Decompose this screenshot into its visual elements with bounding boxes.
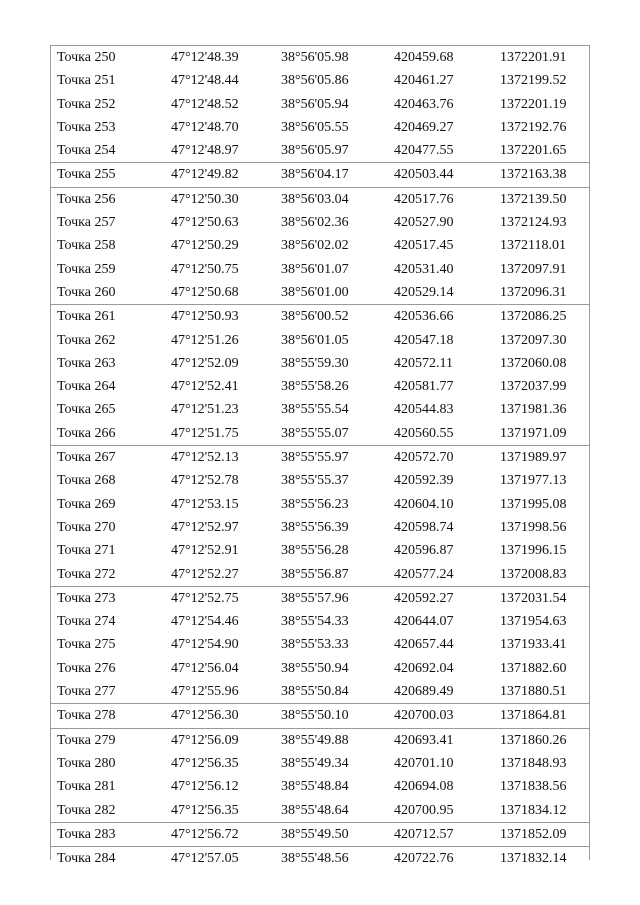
y-coordinate-cell: 1371954.63: [500, 614, 567, 630]
x-coordinate-cell: 420692.04: [394, 660, 454, 676]
latitude-cell: 47°12'56.35: [171, 802, 239, 818]
point-name-cell: Точка 253: [57, 119, 116, 135]
x-coordinate-cell: 420503.44: [388, 163, 494, 187]
point-name-cell: Точка 284: [51, 847, 165, 871]
table-row: [51, 211, 589, 234]
point-name-cell: Точка 280: [57, 755, 116, 771]
latitude-cell: 47°12'55.96: [171, 684, 239, 700]
table-row: [51, 398, 589, 421]
table-row: [51, 46, 589, 69]
latitude-cell: 47°12'50.30: [165, 187, 275, 211]
latitude-cell: 47°12'50.29: [171, 238, 239, 254]
latitude-cell: 47°12'48.70: [171, 119, 239, 135]
longitude-cell: 38°55'50.10: [275, 704, 388, 728]
table-row: [51, 163, 589, 187]
point-name-cell: Точка 271: [57, 543, 116, 559]
latitude-cell: 47°12'52.97: [171, 519, 239, 535]
latitude-cell: 47°12'57.05: [165, 847, 275, 871]
x-coordinate-cell: 420693.41: [388, 728, 494, 752]
x-coordinate-cell: 420572.70: [388, 446, 494, 470]
y-coordinate-cell: 1372163.38: [494, 163, 589, 187]
latitude-cell: 47°12'53.15: [171, 496, 239, 512]
x-coordinate-cell: 420598.74: [394, 519, 454, 535]
latitude-cell: 47°12'52.41: [171, 379, 239, 395]
longitude-cell: 38°55'55.97: [275, 446, 388, 470]
table-row: [51, 799, 589, 823]
y-coordinate-cell: 1372124.93: [500, 215, 567, 231]
latitude-cell: 47°12'48.39: [171, 50, 239, 65]
point-name-cell: Точка 255: [51, 163, 165, 187]
y-coordinate-cell: 1372031.54: [494, 586, 589, 610]
longitude-cell: 38°56'01.07: [281, 261, 349, 277]
point-name-cell: Точка 274: [57, 614, 116, 630]
latitude-cell: 47°12'56.72: [165, 822, 275, 846]
table-row: [51, 422, 589, 446]
x-coordinate-cell: 420581.77: [394, 379, 454, 395]
y-coordinate-cell: 1372008.83: [500, 566, 567, 582]
point-name-cell: Точка 257: [57, 215, 116, 231]
point-name-cell: Точка 273: [51, 586, 165, 610]
latitude-cell: 47°12'52.78: [171, 473, 239, 489]
y-coordinate-cell: 1372037.99: [500, 379, 567, 395]
longitude-cell: 38°56'04.17: [275, 163, 388, 187]
y-coordinate-cell: 1371860.26: [494, 728, 589, 752]
x-coordinate-cell: 420644.07: [394, 614, 454, 630]
longitude-cell: 38°55'55.37: [281, 473, 349, 489]
longitude-cell: 38°55'56.87: [281, 566, 349, 582]
x-coordinate-cell: 420572.11: [394, 355, 453, 371]
table-row: [51, 847, 589, 871]
latitude-cell: 47°12'52.27: [171, 566, 239, 582]
longitude-cell: 38°55'56.28: [281, 543, 349, 559]
point-name-cell: Точка 252: [57, 96, 116, 112]
coordinates-table: [51, 46, 589, 870]
point-name-cell: Точка 283: [51, 822, 165, 846]
x-coordinate-cell: 420517.76: [388, 187, 494, 211]
point-name-cell: Точка 279: [51, 728, 165, 752]
longitude-cell: 38°55'56.23: [281, 496, 349, 512]
latitude-cell: 47°12'56.30: [165, 704, 275, 728]
latitude-cell: 47°12'50.68: [171, 284, 239, 300]
longitude-cell: 38°56'02.36: [281, 215, 349, 231]
x-coordinate-cell: 420596.87: [394, 543, 454, 559]
y-coordinate-cell: 1371971.09: [500, 425, 567, 441]
y-coordinate-cell: 1371977.13: [500, 473, 567, 489]
point-name-cell: Точка 269: [57, 496, 116, 512]
point-name-cell: Точка 251: [57, 73, 116, 89]
y-coordinate-cell: 1372097.91: [500, 261, 567, 277]
latitude-cell: 47°12'49.82: [165, 163, 275, 187]
longitude-cell: 38°56'05.86: [281, 73, 349, 89]
x-coordinate-cell: 420461.27: [394, 73, 454, 89]
longitude-cell: 38°56'05.94: [281, 96, 349, 112]
x-coordinate-cell: 420700.95: [394, 802, 454, 818]
longitude-cell: 38°56'02.02: [281, 238, 349, 254]
longitude-cell: 38°55'59.30: [281, 355, 349, 371]
table-row: [51, 775, 589, 798]
table-row: [51, 69, 589, 92]
table-row: [51, 469, 589, 492]
x-coordinate-cell: 420459.68: [394, 50, 454, 65]
table-row: [51, 822, 589, 846]
table-row: [51, 493, 589, 516]
latitude-cell: 47°12'52.75: [165, 586, 275, 610]
y-coordinate-cell: 1372086.25: [494, 305, 589, 329]
point-name-cell: Точка 250: [57, 50, 116, 65]
y-coordinate-cell: 1372201.19: [500, 96, 567, 112]
point-name-cell: Точка 270: [57, 519, 116, 535]
x-coordinate-cell: 420477.55: [394, 143, 454, 159]
point-name-cell: Точка 276: [57, 660, 116, 676]
latitude-cell: 47°12'50.63: [171, 215, 239, 231]
y-coordinate-cell: 1371996.15: [500, 543, 567, 559]
point-name-cell: Точка 256: [51, 187, 165, 211]
point-name-cell: Точка 277: [57, 684, 116, 700]
longitude-cell: 38°55'50.94: [281, 660, 349, 676]
latitude-cell: 47°12'52.13: [165, 446, 275, 470]
latitude-cell: 47°12'56.35: [171, 755, 239, 771]
y-coordinate-cell: 1372201.65: [500, 143, 567, 159]
x-coordinate-cell: 420469.27: [394, 119, 454, 135]
latitude-cell: 47°12'48.44: [171, 73, 239, 89]
longitude-cell: 38°55'50.84: [281, 684, 349, 700]
table-row: [51, 446, 589, 470]
table-row: [51, 728, 589, 752]
point-name-cell: Точка 272: [57, 566, 116, 582]
point-name-cell: Точка 262: [57, 332, 116, 348]
latitude-cell: 47°12'54.90: [171, 637, 239, 653]
y-coordinate-cell: 1372201.91: [500, 50, 567, 65]
table-row: [51, 139, 589, 163]
y-coordinate-cell: 1371880.51: [500, 684, 567, 700]
table-row: [51, 305, 589, 329]
y-coordinate-cell: 1372060.08: [500, 355, 567, 371]
y-coordinate-cell: 1371933.41: [500, 637, 567, 653]
longitude-cell: 38°55'54.33: [281, 614, 349, 630]
longitude-cell: 38°55'57.96: [275, 586, 388, 610]
y-coordinate-cell: 1372096.31: [500, 284, 567, 300]
point-name-cell: Точка 268: [57, 473, 116, 489]
table-row: [51, 704, 589, 728]
latitude-cell: 47°12'50.75: [171, 261, 239, 277]
latitude-cell: 47°12'56.09: [165, 728, 275, 752]
latitude-cell: 47°12'56.12: [171, 779, 239, 795]
coordinates-table-body: [51, 46, 589, 870]
x-coordinate-cell: 420560.55: [394, 425, 454, 441]
longitude-cell: 38°55'55.54: [281, 402, 349, 418]
x-coordinate-cell: 420657.44: [394, 637, 454, 653]
y-coordinate-cell: 1372192.76: [500, 119, 567, 135]
y-coordinate-cell: 1372199.52: [500, 73, 567, 89]
latitude-cell: 47°12'54.46: [171, 614, 239, 630]
x-coordinate-cell: 420694.08: [394, 779, 454, 795]
x-coordinate-cell: 420722.76: [388, 847, 494, 871]
latitude-cell: 47°12'52.91: [171, 543, 239, 559]
latitude-cell: 47°12'51.23: [171, 402, 239, 418]
y-coordinate-cell: 1372097.30: [500, 332, 567, 348]
point-name-cell: Точка 282: [57, 802, 116, 818]
x-coordinate-cell: 420689.49: [394, 684, 454, 700]
longitude-cell: 38°56'05.98: [281, 50, 349, 65]
x-coordinate-cell: 420547.18: [394, 332, 454, 348]
table-row: [51, 281, 589, 305]
longitude-cell: 38°56'05.97: [281, 143, 349, 159]
x-coordinate-cell: 420700.03: [388, 704, 494, 728]
x-coordinate-cell: 420536.66: [388, 305, 494, 329]
point-name-cell: Точка 278: [51, 704, 165, 728]
y-coordinate-cell: 1371848.93: [500, 755, 567, 771]
point-name-cell: Точка 259: [57, 261, 116, 277]
point-name-cell: Точка 266: [57, 425, 116, 441]
table-row: [51, 116, 589, 139]
point-name-cell: Точка 258: [57, 238, 116, 254]
table-row: [51, 539, 589, 562]
x-coordinate-cell: 420592.39: [394, 473, 454, 489]
longitude-cell: 38°55'48.56: [275, 847, 388, 871]
x-coordinate-cell: 420701.10: [394, 755, 454, 771]
x-coordinate-cell: 420517.45: [394, 238, 454, 254]
table-row: [51, 375, 589, 398]
table-row: [51, 352, 589, 375]
y-coordinate-cell: 1371995.08: [500, 496, 567, 512]
coordinates-table-frame: [50, 45, 590, 867]
longitude-cell: 38°56'03.04: [275, 187, 388, 211]
table-row: [51, 586, 589, 610]
table-row: [51, 329, 589, 352]
table-row: [51, 93, 589, 116]
longitude-cell: 38°55'55.07: [281, 425, 349, 441]
point-name-cell: Точка 265: [57, 402, 116, 418]
latitude-cell: 47°12'48.97: [171, 143, 239, 159]
longitude-cell: 38°55'49.50: [275, 822, 388, 846]
table-row: [51, 680, 589, 704]
table-row: [51, 258, 589, 281]
longitude-cell: 38°55'56.39: [281, 519, 349, 535]
longitude-cell: 38°55'48.64: [281, 802, 349, 818]
point-name-cell: Точка 267: [51, 446, 165, 470]
longitude-cell: 38°55'49.88: [275, 728, 388, 752]
longitude-cell: 38°56'01.05: [281, 332, 349, 348]
point-name-cell: Точка 263: [57, 355, 116, 371]
latitude-cell: 47°12'56.04: [171, 660, 239, 676]
longitude-cell: 38°55'58.26: [281, 379, 349, 395]
longitude-cell: 38°56'01.00: [281, 284, 349, 300]
y-coordinate-cell: 1372139.50: [494, 187, 589, 211]
table-row: [51, 516, 589, 539]
y-coordinate-cell: 1371834.12: [500, 802, 567, 818]
point-name-cell: Точка 260: [57, 284, 116, 300]
latitude-cell: 47°12'52.09: [171, 355, 239, 371]
table-row: [51, 234, 589, 257]
longitude-cell: 38°56'05.55: [281, 119, 349, 135]
x-coordinate-cell: 420592.27: [388, 586, 494, 610]
y-coordinate-cell: 1371838.56: [500, 779, 567, 795]
y-coordinate-cell: 1371864.81: [494, 704, 589, 728]
x-coordinate-cell: 420529.14: [394, 284, 454, 300]
y-coordinate-cell: 1371998.56: [500, 519, 567, 535]
latitude-cell: 47°12'48.52: [171, 96, 239, 112]
x-coordinate-cell: 420531.40: [394, 261, 454, 277]
table-row: [51, 657, 589, 680]
y-coordinate-cell: 1372118.01: [500, 238, 566, 254]
point-name-cell: Точка 264: [57, 379, 116, 395]
x-coordinate-cell: 420463.76: [394, 96, 454, 112]
y-coordinate-cell: 1371882.60: [500, 660, 567, 676]
y-coordinate-cell: 1371981.36: [500, 402, 567, 418]
point-name-cell: Точка 261: [51, 305, 165, 329]
table-row: [51, 752, 589, 775]
point-name-cell: Точка 254: [57, 143, 116, 159]
longitude-cell: 38°55'53.33: [281, 637, 349, 653]
x-coordinate-cell: 420712.57: [388, 822, 494, 846]
longitude-cell: 38°55'48.84: [281, 779, 349, 795]
longitude-cell: 38°55'49.34: [281, 755, 349, 771]
latitude-cell: 47°12'51.26: [171, 332, 239, 348]
x-coordinate-cell: 420527.90: [394, 215, 454, 231]
table-row: [51, 563, 589, 587]
y-coordinate-cell: 1371989.97: [494, 446, 589, 470]
table-row: [51, 187, 589, 211]
table-row: [51, 610, 589, 633]
latitude-cell: 47°12'50.93: [165, 305, 275, 329]
x-coordinate-cell: 420544.83: [394, 402, 454, 418]
x-coordinate-cell: 420577.24: [394, 566, 454, 582]
longitude-cell: 38°56'00.52: [275, 305, 388, 329]
point-name-cell: Точка 275: [57, 637, 116, 653]
y-coordinate-cell: 1371832.14: [494, 847, 589, 871]
table-row: [51, 633, 589, 656]
latitude-cell: 47°12'51.75: [171, 425, 239, 441]
point-name-cell: Точка 281: [57, 779, 116, 795]
y-coordinate-cell: 1371852.09: [494, 822, 589, 846]
x-coordinate-cell: 420604.10: [394, 496, 454, 512]
